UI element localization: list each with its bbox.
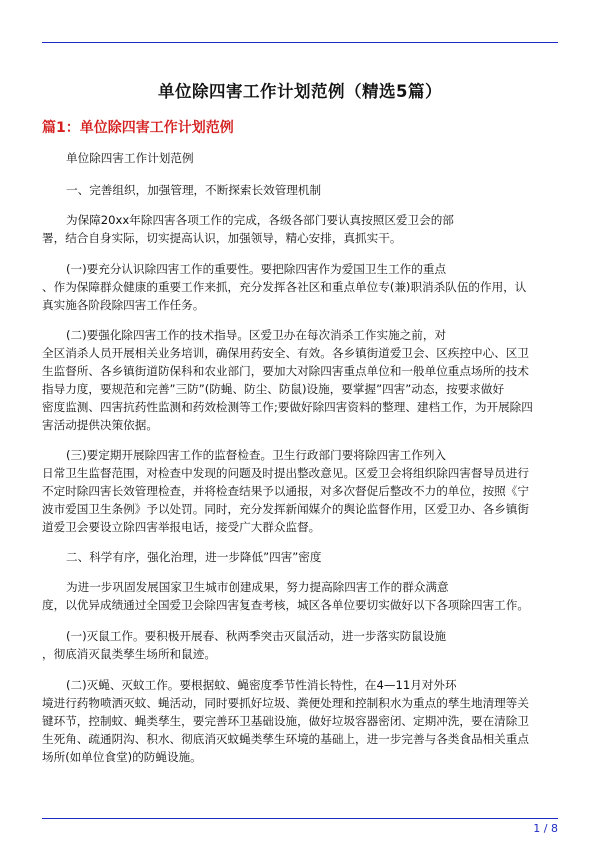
body-line: 二、科学有序，强化治理，进一步降低”四害”密度 <box>66 550 322 564</box>
body-line: (一)要充分认识除四害工作的重要性。要把除四害作为爱国卫生工作的重点 <box>66 262 447 276</box>
body-line: (二)要强化除四害工作的技术指导。区爱卫办在每次消杀工作实施之前，对 <box>66 328 447 342</box>
body-line: 键环节，控制蚊、蝇类孳生，要完善环卫基础设施，做好垃圾容器密闭、定期冲洗，要在清除卫 <box>42 714 529 728</box>
page-title: 单位除四害工作计划范例（精选5篇） <box>158 82 442 101</box>
body-line: 不定时除四害长效管理检查，并将检查结果予以通报，对多次督促后整改不力的单位，按照《宁 <box>42 484 529 498</box>
body-line: 场所(如单位食堂)的防蝇设施。 <box>42 750 202 764</box>
section-heading: 篇1：单位除四害工作计划范例 <box>42 120 234 136</box>
body-line: 一、完善组织，加强管理，不断探索长效管理机制 <box>66 183 322 197</box>
body-line: 生监督所、各乡镇街道防保科和农业部门，要加大对除四害重点单位和一般单位重点场所的技术 <box>42 364 529 378</box>
body-line: 为进一步巩固发展国家卫生城市创建成果，努力提高除四害工作的群众满意 <box>66 580 449 594</box>
body-line: 、作为保障群众健康的重要工作来抓，充分发挥各社区和重点单位专(兼)职消杀队伍的作用，认 <box>42 280 527 294</box>
top-rule <box>42 42 558 43</box>
body-line: 密度监测、四害抗药性监测和药效检测等工作;要做好除四害资料的整理、建档工作，为开展除四 <box>42 400 533 414</box>
bottom-rule <box>42 818 558 819</box>
body-line: ，彻底消灭鼠类孳生场所和鼠迹。 <box>42 647 216 661</box>
body-line: 署，结合自身实际，切实提高认识，加强领导，精心安排，真抓实干。 <box>42 231 402 245</box>
body-line: 指导力度，要规范和完善”三防”(防蝇、防尘、防鼠)设施，要掌握”四害”动态，按要求做好 <box>42 382 505 396</box>
body-line: (三)要定期开展除四害工作的监督检查。卫生行政部门要将除四害工作列入 <box>66 448 447 462</box>
body-line: 害活动提供决策依据。 <box>42 418 158 432</box>
body-line: 日常卫生监督范围，对检查中发现的问题及时提出整改意见。区爱卫会将组织除四害督导员进行 <box>42 466 529 480</box>
body-line: 度，以优异成绩通过全国爱卫会除四害复查考核，城区各单位要切实做好以下各项除四害工作。 <box>42 598 529 612</box>
body-line: (一)灭鼠工作。要积极开展春、秋两季突击灭鼠活动，进一步落实防鼠设施 <box>66 629 447 643</box>
body-line: (二)灭蝇、灭蚊工作。要根据蚊、蝇密度季节性消长特性，在4—11月对外环 <box>66 678 457 692</box>
body-line: 真实施各阶段除四害工作任务。 <box>42 298 205 312</box>
body-line: 道爱卫会要设立除四害举报电话，接受广大群众监督。 <box>42 520 321 534</box>
body-line: 单位除四害工作计划范例 <box>66 151 194 165</box>
page-indicator: 1 / 8 <box>533 822 558 835</box>
body-line: 生死角、疏通阴沟、积水、彻底消灭蚊蝇类孳生环境的基础上，进一步完善与各类食品相关重点 <box>42 732 529 746</box>
body-line: 全区消杀人员开展相关业务培训，确保用药安全、有效。各乡镇街道爱卫会、区疾控中心、区卫 <box>42 346 529 360</box>
body-line: 波市爱国卫生条例》予以处罚。同时，充分发挥新闻媒介的舆论监督作用，区爱卫办、各乡镇街 <box>42 502 529 516</box>
body-line: 境进行药物喷洒灭蚊、蝇活动，同时要抓好垃圾、粪便处理和控制积水为重点的孳生地清理等关 <box>42 696 529 710</box>
body-line: 为保障20xx年除四害各项工作的完成，各级各部门要认真按照区爱卫会的部 <box>66 213 454 227</box>
